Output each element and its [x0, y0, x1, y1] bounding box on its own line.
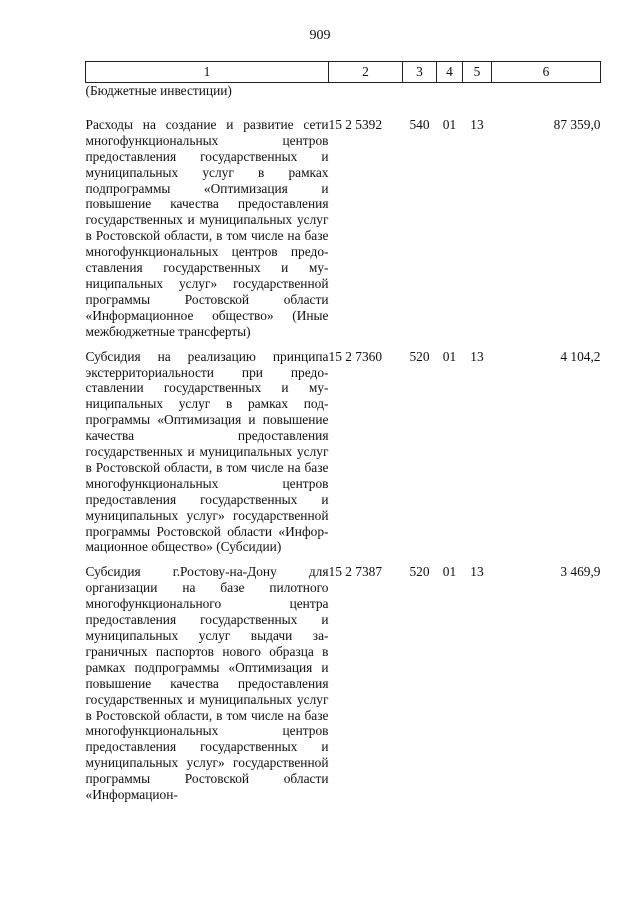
table-row [86, 340, 601, 556]
row-expense-type: 520 [409, 348, 430, 364]
row-section: 01 [442, 348, 457, 364]
row-amount: 3 469,9 [560, 564, 601, 580]
column-header-3: 3 [403, 62, 437, 83]
row-amount: 87 359,0 [553, 116, 601, 132]
page-number: 909 [309, 28, 331, 43]
row-target-article: 15 2 5392 [328, 116, 383, 132]
row-target-article: 15 2 7387 [328, 564, 383, 580]
row-section: 01 [442, 116, 457, 132]
table-row [86, 99, 601, 340]
column-header-4: 4 [437, 62, 463, 83]
row-name: Субсидия г.Ростову-на-Дону для организации на базе пилотного многофункционального центра предоставления государственных и муниципальных услуг выдачи заграничных паспортов нового образца в рамках подпрограммы «Оптимизация и повышение качества предоставления государственных и муниципальных услуг в Ростовской области, в том числе на базе многофункциональных центров предоставления государственных и муниципальных услуг» государственной программы Ростовской области «Информацион- [85, 564, 329, 803]
row-section: 01 [442, 564, 457, 580]
row-name: Расходы на создание и развитие сети многофункциональных центров предоставления государственных и муниципальных услуг в рамках подпрограммы «Оптимизация и повышение качества предоставления государственных и муниципальных услуг в Ростовской области, в том числе на базе многофункциональных центров предоставления государственных и муниципальных услуг» государственной программы Ростовской области «Информационное общество» (Иные межбюджетные трансферты) [85, 116, 329, 339]
table-row [86, 555, 601, 803]
row-subsection: 13 [470, 564, 484, 580]
column-header-5: 5 [463, 62, 492, 83]
column-header-6: 6 [492, 62, 601, 83]
continuation-row [86, 83, 601, 99]
row-subsection: 13 [470, 348, 484, 364]
continuation-text: (Бюджетные инвестиции) [85, 83, 232, 98]
row-expense-type: 520 [409, 564, 430, 580]
row-amount: 4 104,2 [560, 348, 601, 364]
budget-table [85, 61, 601, 803]
row-subsection: 13 [470, 116, 484, 132]
column-header-1: 1 [86, 62, 329, 83]
column-header-2: 2 [329, 62, 403, 83]
row-target-article: 15 2 7360 [328, 348, 383, 364]
row-expense-type: 540 [409, 116, 430, 132]
row-name: Субсидия на реализацию принципа экстерриториальности при предоставлении государственных и муниципальных услуг в рамках подпрограммы «Оптимизация и повышение качества предоставления государственных и муниципальных услуг в Ростовской области, в том числе на базе многофункциональных центров предоставления государственных и муниципальных услуг» государственной программы Ростовской области «Информационное общество» (Субсидии) [85, 348, 329, 555]
header-row [86, 62, 601, 83]
